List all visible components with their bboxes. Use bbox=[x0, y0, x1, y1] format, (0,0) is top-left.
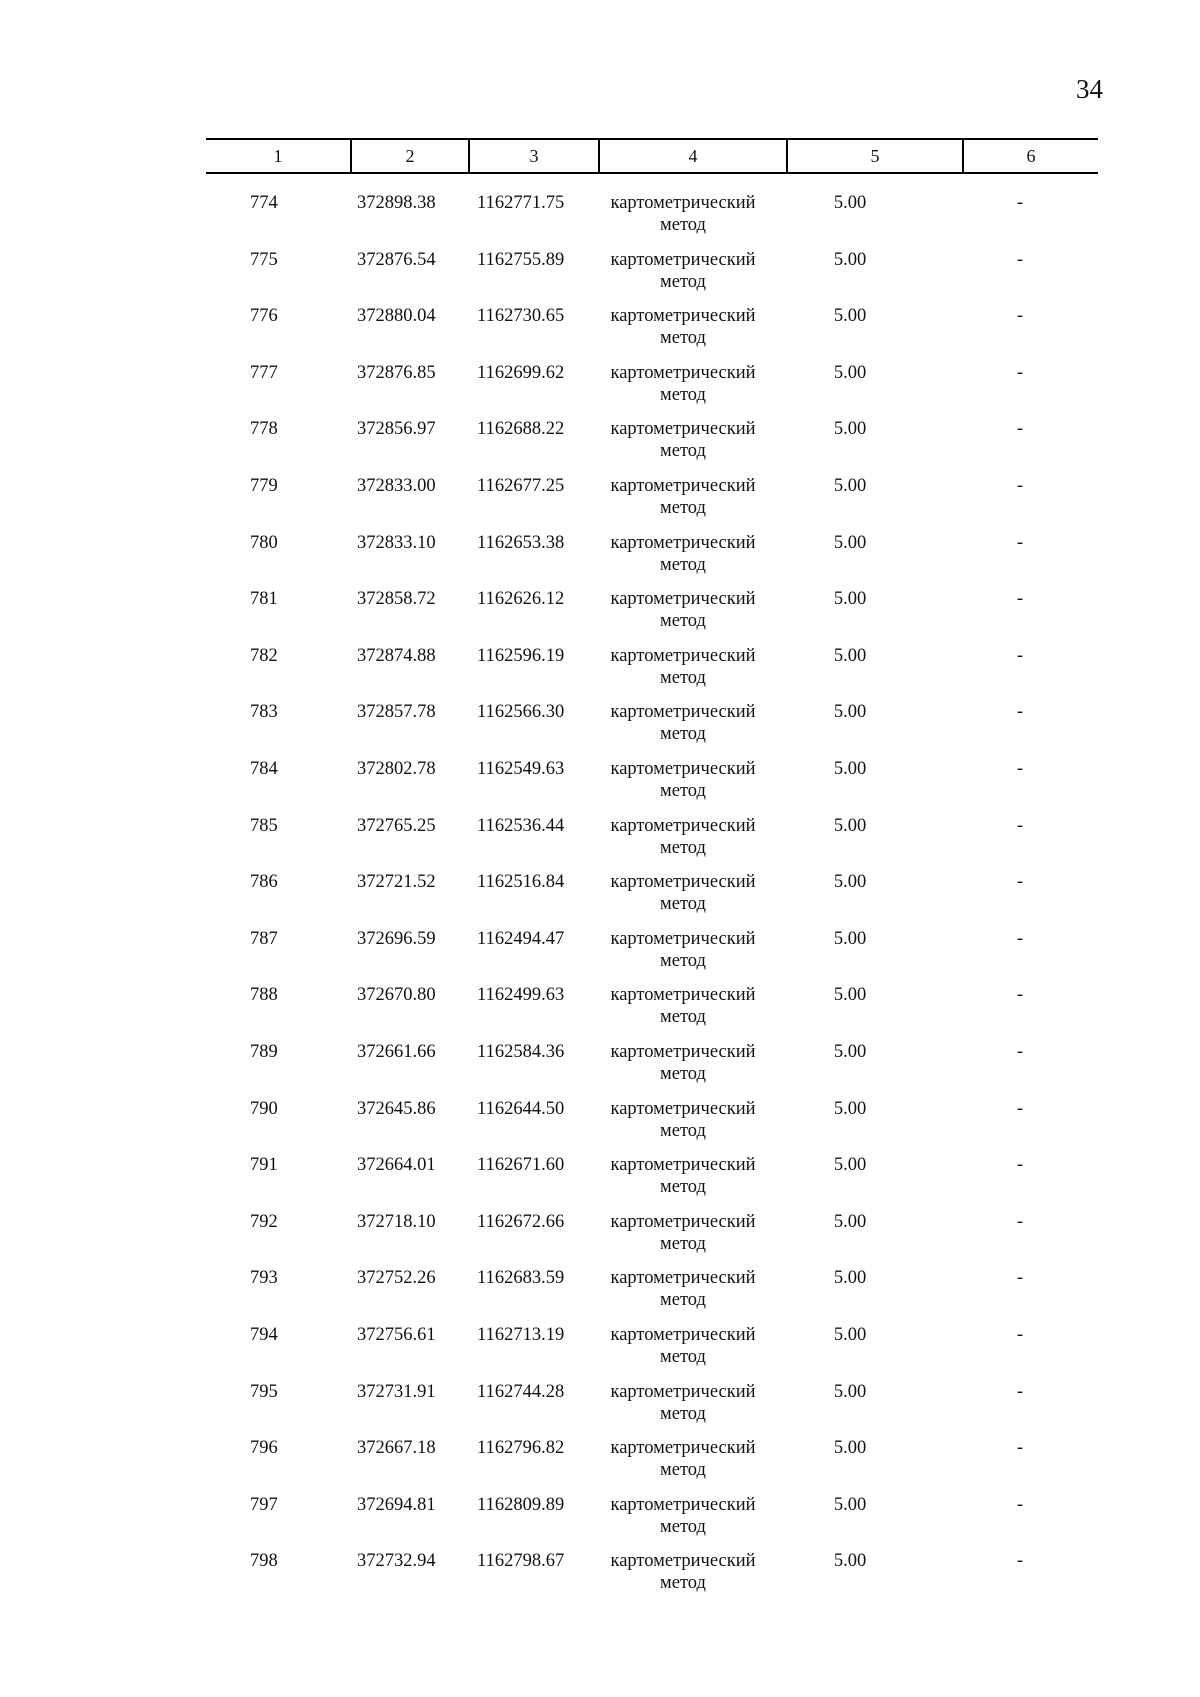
table-row bbox=[0, 928, 1200, 980]
point-number: 784 bbox=[250, 759, 278, 779]
accuracy-cell: 5.00 bbox=[833, 1268, 867, 1289]
accuracy-cell: 5.00 bbox=[833, 1325, 867, 1345]
point-number: 791 bbox=[250, 1155, 278, 1176]
coordinate-y: 1162796.82 bbox=[477, 1438, 565, 1459]
coordinate-x: 372661.66 bbox=[357, 1042, 436, 1062]
accuracy-cell: 5.00 bbox=[833, 1551, 867, 1572]
point-number: 795 bbox=[250, 1381, 278, 1402]
method-cell: картометрический метод bbox=[610, 1325, 756, 1367]
coordinate-y: 1162683.59 bbox=[477, 1268, 565, 1289]
point-number: 789 bbox=[250, 1042, 278, 1062]
coordinate-x: 372721.52 bbox=[357, 872, 436, 893]
method-cell: картометрический метод bbox=[610, 872, 756, 915]
accuracy-cell: 5.00 bbox=[833, 815, 867, 836]
point-number: 793 bbox=[250, 1268, 278, 1289]
point-number: 796 bbox=[250, 1438, 278, 1459]
method-cell: картометрический метод bbox=[610, 645, 756, 688]
header-cell-6: 6 bbox=[1026, 146, 1036, 166]
method-cell: картометрический метод bbox=[610, 1438, 756, 1481]
point-number: 783 bbox=[250, 702, 278, 723]
point-number: 776 bbox=[250, 306, 278, 327]
coordinate-x: 372718.10 bbox=[357, 1211, 436, 1232]
coordinate-x: 372874.88 bbox=[357, 645, 436, 666]
method-cell: картометрический метод bbox=[610, 532, 756, 575]
table-row bbox=[0, 418, 1200, 470]
accuracy-cell: 5.00 bbox=[833, 193, 867, 213]
method-cell: картометрический метод bbox=[610, 928, 756, 971]
coordinate-y: 1162744.28 bbox=[477, 1381, 565, 1402]
coordinate-x: 372833.10 bbox=[357, 532, 436, 553]
method-cell: картометрический метод bbox=[610, 815, 756, 858]
table-row bbox=[0, 588, 1200, 640]
method-cell: картометрический метод bbox=[610, 1155, 756, 1198]
table-row bbox=[0, 532, 1200, 584]
table-row bbox=[0, 815, 1200, 867]
coordinate-x: 372645.86 bbox=[357, 1098, 436, 1119]
coordinate-y: 1162516.84 bbox=[477, 872, 565, 893]
coordinate-x: 372876.85 bbox=[357, 362, 436, 383]
point-number: 777 bbox=[250, 362, 278, 383]
coordinate-y: 1162672.66 bbox=[477, 1211, 565, 1232]
point-number: 787 bbox=[250, 928, 278, 949]
coordinate-y: 1162771.75 bbox=[477, 193, 565, 213]
table-row bbox=[0, 984, 1200, 1036]
table-row bbox=[0, 1324, 1200, 1376]
note-cell: - bbox=[1016, 1325, 1024, 1345]
method-cell: картометрический метод bbox=[610, 1211, 756, 1254]
table-row bbox=[0, 871, 1200, 923]
coordinate-y: 1162536.44 bbox=[477, 815, 565, 836]
note-cell: - bbox=[1016, 985, 1024, 1006]
accuracy-cell: 5.00 bbox=[833, 872, 867, 893]
coordinate-y: 1162549.63 bbox=[477, 759, 565, 779]
note-cell: - bbox=[1016, 759, 1024, 779]
header-cell-5: 5 bbox=[870, 146, 880, 166]
method-cell: картометрический метод bbox=[610, 476, 756, 518]
point-number: 782 bbox=[250, 645, 278, 666]
coordinate-y: 1162798.67 bbox=[477, 1551, 565, 1572]
accuracy-cell: 5.00 bbox=[833, 645, 867, 666]
coordinate-y: 1162644.50 bbox=[477, 1098, 565, 1119]
note-cell: - bbox=[1016, 532, 1024, 553]
note-cell: - bbox=[1016, 419, 1024, 440]
note-cell: - bbox=[1016, 249, 1024, 270]
coordinate-x: 372833.00 bbox=[357, 476, 436, 496]
table-row bbox=[0, 701, 1200, 753]
note-cell: - bbox=[1016, 362, 1024, 383]
note-cell: - bbox=[1016, 1494, 1024, 1515]
method-cell: картометрический метод bbox=[610, 1381, 756, 1424]
note-cell: - bbox=[1016, 815, 1024, 836]
point-number: 778 bbox=[250, 419, 278, 440]
accuracy-cell: 5.00 bbox=[833, 702, 867, 723]
accuracy-cell: 5.00 bbox=[833, 362, 867, 383]
coordinate-y: 1162713.19 bbox=[477, 1325, 565, 1345]
coordinate-x: 372694.81 bbox=[357, 1494, 436, 1515]
accuracy-cell: 5.00 bbox=[833, 759, 867, 779]
coordinate-y: 1162699.62 bbox=[477, 362, 565, 383]
table-row bbox=[0, 1267, 1200, 1319]
table-row bbox=[0, 249, 1200, 301]
coordinate-x: 372876.54 bbox=[357, 249, 436, 270]
accuracy-cell: 5.00 bbox=[833, 928, 867, 949]
coordinate-x: 372752.26 bbox=[357, 1268, 436, 1289]
table-row bbox=[0, 1211, 1200, 1263]
point-number: 779 bbox=[250, 476, 278, 496]
accuracy-cell: 5.00 bbox=[833, 1155, 867, 1176]
header-cell-1: 1 bbox=[273, 146, 283, 166]
coordinate-x: 372731.91 bbox=[357, 1381, 436, 1402]
method-cell: картометрический метод bbox=[610, 1494, 756, 1537]
table-row bbox=[0, 305, 1200, 357]
table-row bbox=[0, 1098, 1200, 1150]
accuracy-cell: 5.00 bbox=[833, 306, 867, 327]
coordinate-x: 372765.25 bbox=[357, 815, 436, 836]
point-number: 788 bbox=[250, 985, 278, 1006]
accuracy-cell: 5.00 bbox=[833, 589, 867, 610]
coordinate-x: 372856.97 bbox=[357, 419, 436, 440]
accuracy-cell: 5.00 bbox=[833, 1042, 867, 1062]
table-row bbox=[0, 1154, 1200, 1206]
point-number: 798 bbox=[250, 1551, 278, 1572]
coordinate-y: 1162671.60 bbox=[477, 1155, 565, 1176]
note-cell: - bbox=[1016, 306, 1024, 327]
accuracy-cell: 5.00 bbox=[833, 1211, 867, 1232]
coordinate-y: 1162584.36 bbox=[477, 1042, 565, 1062]
table-row bbox=[0, 1494, 1200, 1546]
note-cell: - bbox=[1016, 1155, 1024, 1176]
coordinate-x: 372857.78 bbox=[357, 702, 436, 723]
note-cell: - bbox=[1016, 702, 1024, 723]
table-row bbox=[0, 758, 1200, 810]
point-number: 797 bbox=[250, 1494, 278, 1515]
accuracy-cell: 5.00 bbox=[833, 249, 867, 270]
method-cell: картометрический метод bbox=[610, 702, 756, 745]
accuracy-cell: 5.00 bbox=[833, 1438, 867, 1459]
table-row bbox=[0, 475, 1200, 527]
method-cell: картометрический метод bbox=[610, 1098, 756, 1141]
coordinate-x: 372732.94 bbox=[357, 1551, 436, 1572]
coordinate-y: 1162566.30 bbox=[477, 702, 565, 723]
table-row bbox=[0, 192, 1200, 244]
coordinate-x: 372858.72 bbox=[357, 589, 436, 610]
table-row bbox=[0, 645, 1200, 697]
header-cell-3: 3 bbox=[529, 146, 539, 166]
method-cell: картометрический метод bbox=[610, 1268, 756, 1311]
method-cell: картометрический метод bbox=[610, 759, 756, 801]
accuracy-cell: 5.00 bbox=[833, 532, 867, 553]
table-row bbox=[0, 1041, 1200, 1093]
method-cell: картометрический метод bbox=[610, 985, 756, 1028]
point-number: 774 bbox=[250, 193, 278, 213]
point-number: 781 bbox=[250, 589, 278, 610]
coordinate-y: 1162653.38 bbox=[477, 532, 565, 553]
accuracy-cell: 5.00 bbox=[833, 1494, 867, 1515]
table-row bbox=[0, 1437, 1200, 1489]
page-number: 34 bbox=[1076, 74, 1103, 104]
coordinate-y: 1162494.47 bbox=[477, 928, 565, 949]
coordinate-y: 1162809.89 bbox=[477, 1494, 565, 1515]
coordinate-y: 1162626.12 bbox=[477, 589, 565, 610]
point-number: 790 bbox=[250, 1098, 278, 1119]
table-row bbox=[0, 1381, 1200, 1433]
point-number: 792 bbox=[250, 1211, 278, 1232]
accuracy-cell: 5.00 bbox=[833, 476, 867, 496]
point-number: 785 bbox=[250, 815, 278, 836]
coordinate-y: 1162688.22 bbox=[477, 419, 565, 440]
coordinate-y: 1162677.25 bbox=[477, 476, 565, 496]
note-cell: - bbox=[1016, 1211, 1024, 1232]
method-cell: картометрический метод bbox=[610, 589, 756, 632]
note-cell: - bbox=[1016, 1098, 1024, 1119]
header-cell-4: 4 bbox=[688, 146, 698, 166]
note-cell: - bbox=[1016, 645, 1024, 666]
note-cell: - bbox=[1016, 1268, 1024, 1289]
coordinate-y: 1162730.65 bbox=[477, 306, 565, 327]
accuracy-cell: 5.00 bbox=[833, 985, 867, 1006]
point-number: 780 bbox=[250, 532, 278, 553]
method-cell: картометрический метод bbox=[610, 362, 756, 405]
method-cell: картометрический метод bbox=[610, 193, 756, 235]
header-cell-2: 2 bbox=[405, 146, 415, 166]
note-cell: - bbox=[1016, 872, 1024, 893]
point-number: 775 bbox=[250, 249, 278, 270]
accuracy-cell: 5.00 bbox=[833, 1098, 867, 1119]
method-cell: картометрический метод bbox=[610, 306, 756, 349]
coordinate-x: 372696.59 bbox=[357, 928, 436, 949]
note-cell: - bbox=[1016, 1438, 1024, 1459]
coordinate-x: 372664.01 bbox=[357, 1155, 436, 1176]
coordinate-y: 1162596.19 bbox=[477, 645, 565, 666]
accuracy-cell: 5.00 bbox=[833, 1381, 867, 1402]
coordinate-x: 372756.61 bbox=[357, 1325, 436, 1345]
method-cell: картометрический метод bbox=[610, 1551, 756, 1594]
table-row bbox=[0, 362, 1200, 414]
coordinate-x: 372670.80 bbox=[357, 985, 436, 1006]
table-header bbox=[206, 138, 1098, 174]
note-cell: - bbox=[1016, 589, 1024, 610]
method-cell: картометрический метод bbox=[610, 419, 756, 462]
method-cell: картометрический метод bbox=[610, 249, 756, 292]
note-cell: - bbox=[1016, 476, 1024, 496]
note-cell: - bbox=[1016, 928, 1024, 949]
coordinate-x: 372667.18 bbox=[357, 1438, 436, 1459]
method-cell: картометрический метод bbox=[610, 1042, 756, 1084]
note-cell: - bbox=[1016, 1551, 1024, 1572]
coordinate-x: 372898.38 bbox=[357, 193, 436, 213]
coordinate-y: 1162755.89 bbox=[477, 249, 565, 270]
note-cell: - bbox=[1016, 1381, 1024, 1402]
coordinate-y: 1162499.63 bbox=[477, 985, 565, 1006]
accuracy-cell: 5.00 bbox=[833, 419, 867, 440]
point-number: 786 bbox=[250, 872, 278, 893]
coordinate-x: 372802.78 bbox=[357, 759, 436, 779]
table-row bbox=[0, 1550, 1200, 1602]
note-cell: - bbox=[1016, 1042, 1024, 1062]
note-cell: - bbox=[1016, 193, 1024, 213]
point-number: 794 bbox=[250, 1325, 278, 1345]
coordinate-x: 372880.04 bbox=[357, 306, 436, 327]
